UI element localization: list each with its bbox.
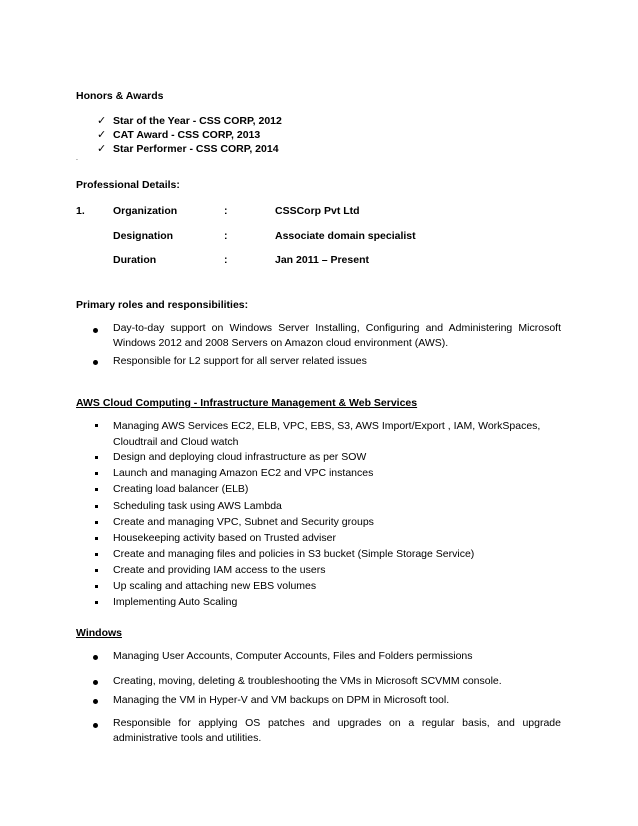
aws-item: Scheduling task using AWS Lambda: [113, 500, 282, 512]
honors-item: Star of the Year - CSS CORP, 2012: [113, 115, 282, 127]
designation-value: Associate domain specialist: [275, 230, 416, 242]
windows-item: Creating, moving, deleting & troubleshooting the VMs in Microsoft SCVMM console.: [113, 675, 502, 687]
primary-item: Responsible for L2 support for all server related issues: [113, 355, 367, 367]
checkmark-icon: ✓: [97, 115, 107, 127]
aws-item: Implementing Auto Scaling: [113, 596, 238, 608]
entry-number: 1.: [76, 205, 85, 217]
bullet-icon: [95, 456, 98, 459]
separator: :: [224, 254, 228, 266]
bullet-icon: [93, 655, 98, 660]
bullet-icon: [95, 424, 98, 427]
aws-item: Design and deploying cloud infrastructure as per SOW: [113, 451, 367, 463]
bullet-icon: [93, 680, 98, 685]
aws-item: Create and managing VPC, Subnet and Security groups: [113, 516, 374, 528]
checkmark-icon: ✓: [97, 129, 107, 141]
bullet-icon: [95, 569, 98, 572]
windows-heading: Windows: [76, 627, 122, 639]
honors-item: Star Performer - CSS CORP, 2014: [113, 143, 279, 155]
aws-item: Create and managing files and policies in S3 bucket (Simple Storage Service): [113, 548, 475, 560]
organization-value: CSSCorp Pvt Ltd: [275, 205, 360, 217]
bullet-icon: [95, 553, 98, 556]
separator: :: [224, 205, 228, 217]
aws-item: Creating load balancer (ELB): [113, 483, 249, 495]
bullet-icon: [95, 472, 98, 475]
bullet-icon: [93, 723, 98, 728]
windows-item: Managing User Accounts, Computer Accounts, Files and Folders permissions: [113, 650, 473, 662]
professional-heading: Professional Details:: [76, 179, 180, 191]
bullet-icon: [95, 488, 98, 491]
aws-item: Managing AWS Services EC2, ELB, VPC, EBS, S3, AWS Import/Export , IAM, WorkSpaces, Cloudtrail and Cloud watch: [113, 420, 541, 448]
duration-value: Jan 2011 – Present: [275, 254, 369, 266]
windows-item: Managing the VM in Hyper-V and VM backups on DPM in Microsoft tool.: [113, 694, 450, 706]
aws-item: Housekeeping activity based on Trusted adviser: [113, 532, 336, 544]
checkmark-icon: ✓: [97, 143, 107, 155]
bullet-icon: [93, 360, 98, 365]
aws-heading: AWS Cloud Computing - Infrastructure Management & Web Services: [76, 397, 418, 409]
primary-item: Day-to-day support on Windows Server Installing, Configuring and Administering Microsoft Windows 2012 and 2008 Servers on Amazon cloud environment (AWS).: [113, 322, 561, 349]
bullet-icon: [95, 505, 98, 508]
separator: :: [224, 230, 228, 242]
aws-item: Create and providing IAM access to the users: [113, 564, 326, 576]
honors-item: CAT Award - CSS CORP, 2013: [113, 129, 261, 141]
windows-item: Responsible for applying OS patches and upgrades on a regular basis, and upgrade administrative tools and utilities.: [113, 717, 561, 744]
bullet-icon: [95, 601, 98, 604]
designation-label: Designation: [113, 230, 174, 242]
organization-label: Organization: [113, 205, 178, 217]
stray-mark: .: [76, 155, 78, 162]
bullet-icon: [93, 328, 98, 333]
bullet-icon: [95, 585, 98, 588]
aws-item: Up scaling and attaching new EBS volumes: [113, 580, 317, 592]
primary-heading: Primary roles and responsibilities:: [76, 299, 249, 311]
aws-item: Launch and managing Amazon EC2 and VPC instances: [113, 467, 374, 479]
bullet-icon: [95, 537, 98, 540]
bullet-icon: [93, 699, 98, 704]
honors-heading: Honors & Awards: [76, 90, 164, 102]
duration-label: Duration: [113, 254, 157, 266]
bullet-icon: [95, 521, 98, 524]
